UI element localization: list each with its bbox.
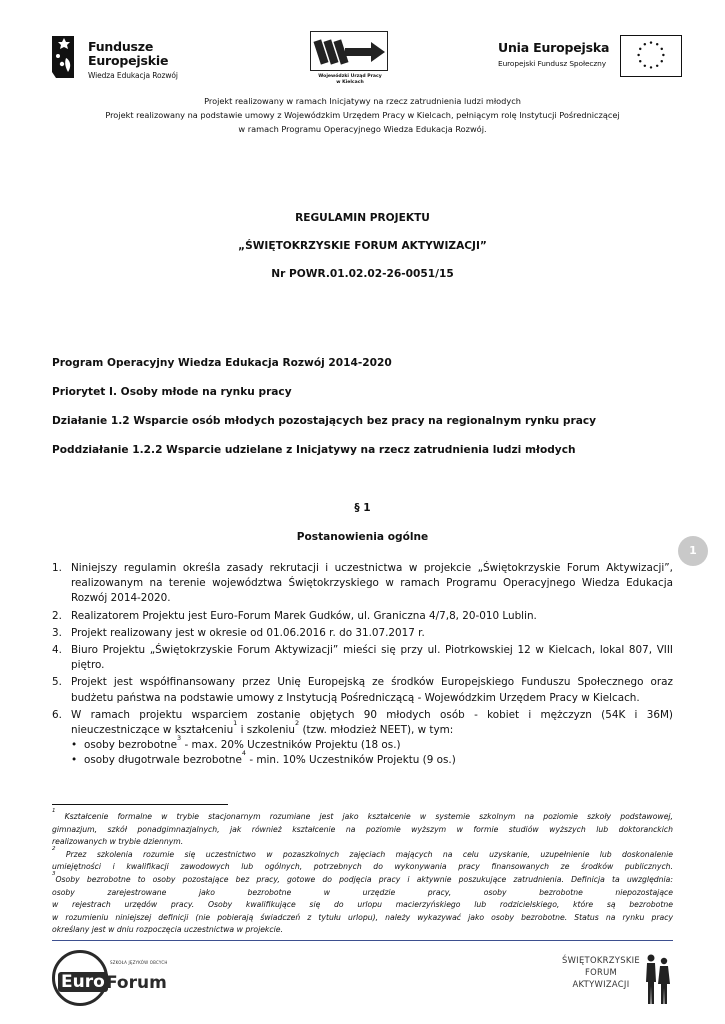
fe-logo-line2: Europejskie	[88, 53, 169, 68]
list-item-number: 3.	[52, 626, 62, 639]
wup-kielce-logo	[302, 31, 402, 95]
project-info-line2: Projekt realizowany na podstawie umowy z Wojewódzkim Urzędem Pracy w Kielcach, pełniącym rolę Instytucji Pośredniczącej	[105, 110, 620, 120]
list-item-number: 6.	[52, 708, 62, 721]
footnote-2-number: 2	[52, 846, 56, 853]
footnote-3-line5: określany jest w dniu rozpoczęcia uczestnictwa w projekcie.	[52, 925, 283, 935]
footnote-3-number: 3	[52, 871, 56, 878]
euro-forum-euro-text: Euro	[58, 972, 108, 992]
footnotes	[52, 808, 673, 935]
footnote-3-line4: w rozumieniu niniejszej definicji (nie pobierają świadczeń z tytułu urlopu), należy wykazywać jako osoby bezrobotne. Status na rynku pracy	[52, 912, 673, 922]
footnote-3-line3: w rejestrach urzędów pracy. Osoby kwalifikujące się do urlopu macierzyńskiego lub rodzicielskiego, które są bezrobotne	[52, 900, 673, 910]
footnote-1-number: 1	[52, 808, 56, 815]
program-line: Program Operacyjny Wiedza Edukacja Rozwój 2014-2020	[52, 357, 392, 369]
list-item-line: Biuro Projektu „Świętokrzyskie Forum Aktywizacji” mieści się przy ul. Piotrkowskiej 12 w Kielcach, lokal 807, VIII	[71, 644, 673, 657]
fundusze-europejskie-logo	[48, 32, 208, 88]
euro-forum-tagline: SZKOŁA JĘZYKÓW OBCYCH	[110, 960, 168, 965]
list-item-line: budżetu państwa na podstawie umowy z Instytucją Pośredniczącą - Wojewódzkim Urzędem Pracy w Kielcach.	[71, 691, 640, 704]
ue-logo-line1: Unia Europejska	[498, 40, 610, 55]
project-info-header	[60, 94, 665, 136]
footer-separator	[52, 940, 673, 941]
list-item-number: 5.	[52, 676, 62, 689]
list-item-line: piętro.	[71, 659, 105, 672]
bullet-icon: •	[71, 754, 78, 767]
fundusze-europejskie-mark-icon	[48, 32, 78, 82]
section-title: Postanowienia ogólne	[296, 531, 429, 543]
people-figures-icon	[644, 952, 672, 1006]
footnote-2-line2: umiejętności i kwalifikacji zawodowych lub ogólnych, potrzebnych do wykonywania pracy finansowanych ze środków publicznych.	[52, 862, 673, 872]
footnote-1-line1: Kształcenie formalne w trybie stacjonarnym rozumiane jest jako kształcenie w systemie szkolnym na poziomie szkoły podstawowej,	[55, 812, 673, 821]
wup-caption-line1: Wojewódzki Urząd Pracy	[318, 74, 382, 79]
eu-flag-icon	[620, 35, 682, 77]
fe-logo-line3: Wiedza Edukacja Rozwój	[88, 71, 178, 80]
list-item-number: 1.	[52, 562, 62, 574]
project-info-line3: w ramach Programu Operacyjnego Wiedza Edukacja Rozwój.	[238, 124, 487, 134]
list-item-number: 2.	[52, 609, 62, 622]
footnote-ref-1[interactable]: 1	[233, 718, 238, 727]
list-item-line: Realizatorem Projektu jest Euro-Forum Marek Gudków, ul. Graniczna 4/7,8, 20-010 Lublin.	[71, 609, 537, 622]
fe-logo-line1: Fundusze	[88, 39, 154, 54]
list-item-line: realizowanym na terenie województwa Świętokrzyskiego w ramach Programu Operacyjnego Wiedza Edukacja	[71, 577, 673, 590]
euro-forum-logo	[52, 946, 212, 1010]
priority-line: Priorytet I. Osoby młode na rynku pracy	[52, 386, 292, 398]
unia-europejska-logo	[496, 34, 686, 80]
project-name: „ŚWIĘTOKRZYSKIE FORUM AKTYWIZACJI”	[238, 240, 487, 252]
subaction-line: Poddziałanie 1.2.2 Wsparcie udzielane z Inicjatywy na rzecz zatrudnienia ludzi młodych	[52, 444, 576, 456]
list-item-text: (tzw. młodzież NEET), w tym:	[299, 724, 454, 737]
bullet-item	[52, 748, 673, 768]
footnote-ref-3[interactable]: 3	[177, 733, 182, 742]
bullet-icon: •	[71, 739, 78, 752]
list-item	[52, 561, 673, 607]
document-title: REGULAMIN PROJEKTU	[295, 212, 430, 224]
wup-caption-line2: w Kielcach	[336, 80, 364, 85]
footnote-1-line3: realizowanych w trybie dziennym.	[52, 837, 184, 847]
regulation-list	[52, 561, 673, 769]
list-item-line: Projekt jest współfinansowany przez Unię Europejską ze środków Europejskiego Funduszu Społecznego oraz	[71, 676, 673, 689]
ue-logo-line2: Europejski Fundusz Społeczny	[498, 59, 606, 68]
list-item-line: Projekt realizowany jest w okresie od 01.06.2016 r. do 31.07.2017 r.	[71, 626, 425, 639]
list-item-text: i szkoleniu	[237, 724, 295, 737]
footnote-2-line1: Przez szkolenia rozumie się uczestnictwo w pozaszkolnych zajęciach mających na celu uzyskanie, uzupełnienie lub doskonalenie	[55, 849, 673, 859]
list-item-number: 4.	[52, 644, 62, 657]
bullet-text: osoby bezrobotne	[84, 739, 178, 752]
project-info-line1: Projekt realizowany w ramach Inicjatywy na rzecz zatrudnienia ludzi młodych	[204, 96, 521, 106]
footnote-3-line2: osoby zarejestrowane jako bezrobotne w urzędzie pracy, osoby bezrobotne niepozostające	[52, 887, 673, 897]
footnote-1	[52, 808, 673, 849]
page-number-badge: 1	[678, 536, 708, 566]
swietokrzyskie-forum-logo	[560, 950, 685, 1014]
list-item-text: nieuczestniczące w kształceniu	[71, 724, 234, 737]
list-item-line: Rozwój 2014-2020.	[71, 592, 171, 605]
action-line: Działanie 1.2 Wsparcie osób młodych pozostających bez pracy na regionalnym rynku pracy	[52, 415, 597, 427]
sfa-logo-line2: FORUM	[584, 967, 618, 977]
project-number: Nr POWR.01.02.02-26-0051/15	[271, 268, 454, 280]
sfa-logo-line1: ŚWIĘTOKRZYSKIE	[561, 955, 640, 965]
list-item	[52, 609, 673, 624]
bullet-text: osoby długotrwale bezrobotne	[84, 754, 242, 767]
footnote-1-line2: gimnazjum, szkół ponadgimnazjalnych, jak również kształcenie na poziomie wyższym w formie studiów wyższych lub doktoranckich	[52, 824, 673, 834]
list-item-line	[71, 718, 673, 738]
list-item-line: W ramach projektu wsparciem zostanie objętych 90 młodych osób - kobiet i mężczyzn (54K i 36M)	[71, 708, 673, 721]
wup-arrow-icon	[311, 32, 388, 71]
footnote-ref-4[interactable]: 4	[241, 748, 247, 757]
footnote-3	[52, 871, 673, 935]
footnote-separator	[52, 804, 228, 805]
footnote-3-line1: Osoby bezrobotne to osoby pozostające bez pracy, gotowe do podjęcia pracy i aktywnie poszukujące zatrudnienia. Definicja ta uwzględnia:	[55, 874, 673, 884]
footnote-2	[52, 846, 673, 874]
sfa-logo-line3: AKTYWIZACJI	[572, 979, 630, 989]
list-item	[52, 626, 673, 641]
section-number: § 1	[354, 502, 371, 514]
list-item	[52, 643, 673, 673]
bullet-item	[52, 733, 673, 753]
list-item-line: Niniejszy regulamin określa zasady rekrutacji i uczestnictwa w projekcie „Świętokrzyskie Forum Aktywizacji”,	[71, 562, 673, 574]
list-item	[52, 675, 673, 705]
footnote-ref-2[interactable]: 2	[295, 718, 300, 727]
bullet-text: - max. 20% Uczestników Projektu (18 os.)	[181, 739, 401, 752]
list-item	[52, 708, 673, 738]
bullet-text: - min. 10% Uczestników Projektu (9 os.)	[246, 754, 456, 767]
euro-forum-forum-text: Forum	[106, 973, 167, 993]
